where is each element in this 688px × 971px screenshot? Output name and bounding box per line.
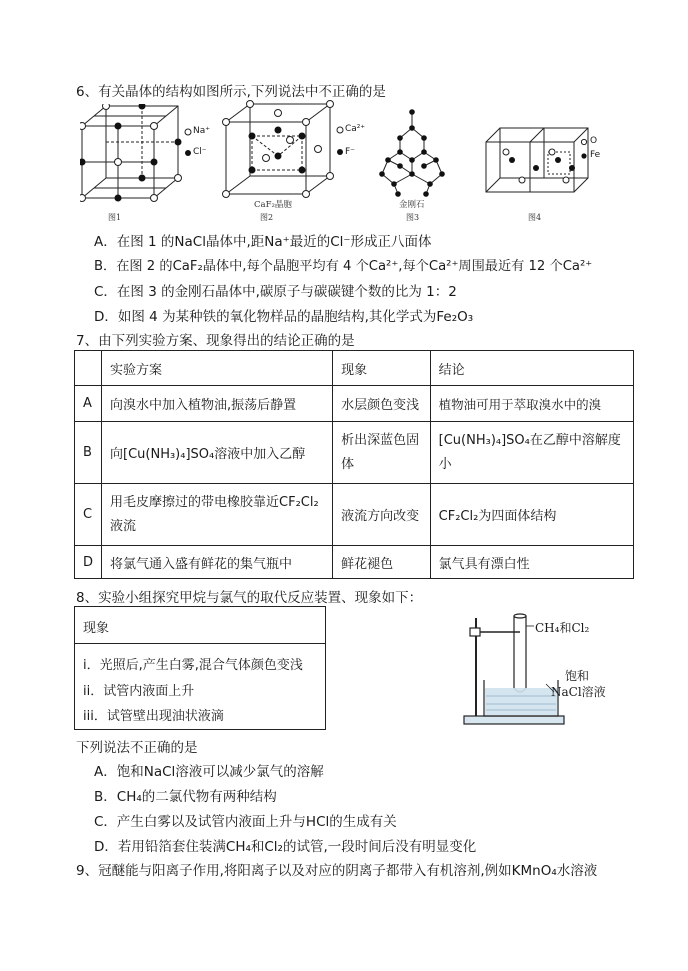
fig4-caption: 图4 bbox=[528, 213, 542, 222]
fig2-legend-f: F⁻ bbox=[345, 147, 355, 157]
q8-box-title: 现象 bbox=[83, 621, 110, 636]
apparatus-label-gas: CH₄和Cl₂ bbox=[535, 621, 590, 635]
q8-prompt: 下列说法不正确的是 bbox=[76, 740, 198, 756]
apparatus-label-saturated: 饱和 bbox=[565, 669, 590, 683]
header-cell bbox=[75, 351, 102, 386]
fig2-caf2-lattice bbox=[222, 100, 362, 200]
q6-option-c: C．在图 3 的金刚石晶体中,碳原子与碳碳键个数的比为 1：2 bbox=[94, 284, 457, 300]
fig4-iron-oxide-lattice bbox=[484, 124, 594, 200]
q8-option-a: A．饱和NaCl溶液可以减少氯气的溶解 bbox=[94, 764, 324, 780]
table-row bbox=[75, 484, 634, 546]
row-plan: 用毛皮摩擦过的带电橡胶靠近CF₂Cl₂液流 bbox=[102, 484, 333, 546]
fig3-caption: 图3 bbox=[406, 213, 420, 222]
row-phenomenon: 鲜花褪色 bbox=[333, 546, 431, 579]
fig4-legend-o: O bbox=[590, 136, 598, 146]
row-key: C bbox=[75, 484, 102, 546]
fig1-legend-cl: Cl⁻ bbox=[193, 147, 207, 157]
row-phenomenon: 液流方向改变 bbox=[333, 484, 431, 546]
q6-stem: 6、有关晶体的结构如图所示,下列说法中不正确的是 bbox=[76, 84, 386, 100]
fig1-nacl-lattice bbox=[80, 104, 220, 216]
q8-phenomenon-1: i．光照后,产生白雾,混合气体颜色变浅 bbox=[83, 658, 303, 673]
table-row bbox=[75, 422, 634, 484]
q6-option-a: A．在图 1 的NaCl晶体中,距Na⁺最近的Cl⁻形成正八面体 bbox=[94, 234, 432, 250]
row-plan: 将氯气通入盛有鲜花的集气瓶中 bbox=[102, 546, 333, 579]
fig1-legend-na: Na⁺ bbox=[193, 126, 210, 136]
fig4-legend-fe: Fe bbox=[590, 150, 601, 160]
q8-phenomenon-3: iii．试管壁出现油状液滴 bbox=[83, 709, 224, 724]
q7-table bbox=[74, 350, 634, 579]
header-cell: 现象 bbox=[333, 351, 431, 386]
row-conclusion: [Cu(NH₃)₄]SO₄在乙醇中溶解度小 bbox=[430, 422, 633, 484]
q8-option-b: B．CH₄的二氯代物有两种结构 bbox=[94, 789, 277, 805]
row-phenomenon: 水层颜色变浅 bbox=[333, 386, 431, 422]
fig3-sublabel: 金刚石 bbox=[399, 200, 425, 210]
row-key: D bbox=[75, 546, 102, 579]
fig3-diamond-lattice bbox=[376, 108, 448, 198]
q6-option-d: D．如图 4 为某种铁的氧化物样品的晶胞结构,其化学式为Fe₂O₃ bbox=[94, 309, 474, 325]
q8-phenomena-box bbox=[74, 606, 326, 730]
fig2-caption: 图2 bbox=[260, 213, 274, 222]
q8-option-c: C．产生白雾以及试管内液面上升与HCl的生成有关 bbox=[94, 814, 397, 830]
row-plan: 向溴水中加入植物油,振荡后静置 bbox=[102, 386, 333, 422]
q8-phenomenon-2: ii．试管内液面上升 bbox=[83, 684, 195, 699]
table-row bbox=[75, 546, 634, 579]
q9-stem: 9、冠醚能与阳离子作用,将阳离子以及对应的阴离子都带入有机溶剂,例如KMnO₄水溶液 bbox=[76, 863, 598, 879]
row-plan: 向[Cu(NH₃)₄]SO₄溶液中加入乙醇 bbox=[102, 422, 333, 484]
table-header-row bbox=[75, 351, 634, 386]
header-cell: 实验方案 bbox=[102, 351, 333, 386]
apparatus-label-solution: NaCl溶液 bbox=[551, 685, 606, 699]
q6-option-b: B．在图 2 的CaF₂晶体中,每个晶胞平均有 4 个Ca²⁺,每个Ca²⁺周围最近有 12 个Ca²⁺ bbox=[94, 259, 593, 274]
q8-stem: 8、实验小组探究甲烷与氯气的取代反应装置、现象如下： bbox=[76, 590, 423, 606]
table-row bbox=[75, 386, 634, 422]
row-conclusion: 氯气具有漂白性 bbox=[430, 546, 633, 579]
fig2-sublabel: CaF₂晶胞 bbox=[254, 200, 292, 210]
row-phenomenon: 析出深蓝色固体 bbox=[333, 422, 431, 484]
q8-option-d: D．若用铅箔套住装满CH₄和Cl₂的试管,一段时间后没有明显变化 bbox=[94, 839, 477, 855]
row-conclusion: 植物油可用于萃取溴水中的溴 bbox=[430, 386, 633, 422]
row-key: A bbox=[75, 386, 102, 422]
row-key: B bbox=[75, 422, 102, 484]
q7-stem: 7、由下列实验方案、现象得出的结论正确的是 bbox=[76, 333, 355, 349]
header-cell: 结论 bbox=[430, 351, 633, 386]
fig2-legend-ca: Ca²⁺ bbox=[345, 124, 366, 134]
fig1-caption: 图1 bbox=[108, 213, 122, 222]
row-conclusion: CF₂Cl₂为四面体结构 bbox=[430, 484, 633, 546]
